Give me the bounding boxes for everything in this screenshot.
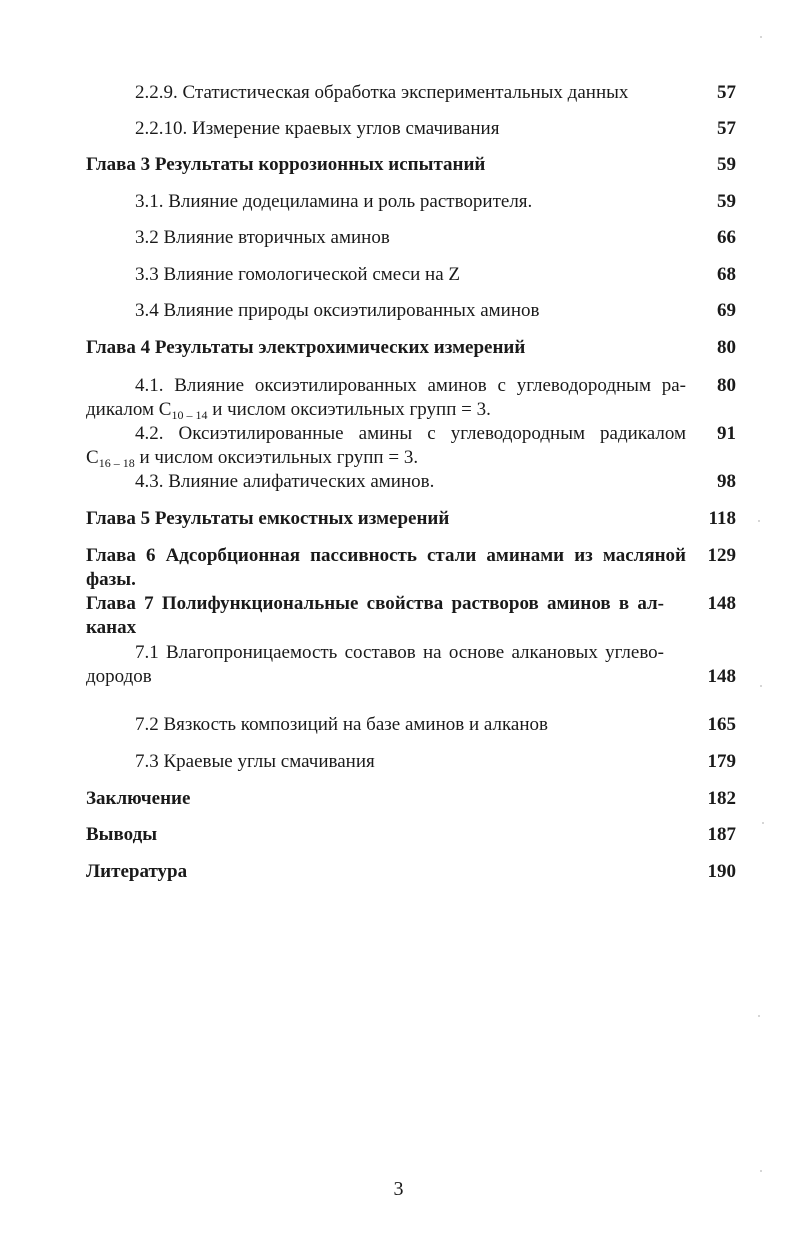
- toc-entry-page: 59: [717, 191, 736, 212]
- toc-chapter-title: Глава 4 Результаты электрохимических измерений: [86, 337, 526, 358]
- toc-entry-title-line2: дикалом $C_{10 - 14}$ и числом оксиэтильных групп = 3.: [86, 399, 491, 422]
- toc-entry-page: 118: [708, 508, 736, 529]
- toc-entry-page: 148: [707, 593, 736, 614]
- toc-entry-page: 80: [717, 337, 736, 358]
- toc-entry-page: 59: [717, 154, 736, 175]
- toc-entry-page: 57: [717, 82, 736, 103]
- scan-speck: [760, 685, 762, 687]
- toc-entry-title: 2.2.9. Статистическая обработка экспериментальных данных: [135, 82, 629, 103]
- toc-entry-page: 69: [717, 300, 736, 321]
- toc-entry-page: 129: [707, 545, 736, 566]
- toc-entry-page: 148: [707, 666, 736, 687]
- toc-chapter-title-line2: фазы.: [86, 569, 136, 590]
- toc-entry-page: 66: [717, 227, 736, 248]
- toc-chapter-title-line2: канах: [86, 617, 137, 638]
- toc-entry-title: 3.3 Влияние гомологической смеси на Z: [135, 264, 461, 285]
- toc-chapter-title: Заключение: [86, 788, 191, 809]
- toc-entry-title-line1: 4.1. Влияние оксиэтилированных аминов с углеводородным ра-: [135, 375, 686, 396]
- scan-speck: [760, 36, 762, 38]
- toc-entry-page: 182: [707, 788, 736, 809]
- toc-entry-title: 3.2 Влияние вторичных аминов: [135, 227, 390, 248]
- toc-chapter-title-line1: Глава 6 Адсорбционная пассивность стали аминами из масляной: [86, 545, 686, 566]
- toc-entry-page: 179: [707, 751, 736, 772]
- toc-entry-title: 7.3 Краевые углы смачивания: [135, 751, 375, 772]
- toc-entry-title: 2.2.10. Измерение краевых углов смачивания: [135, 118, 500, 139]
- page-number: 3: [393, 1178, 404, 1200]
- scan-speck: [758, 1015, 760, 1017]
- toc-entry-title-line2: дородов: [86, 666, 152, 687]
- toc-entry-page: 57: [717, 118, 736, 139]
- toc-entry-title-line1: 7.1 Влагопроницаемость составов на основе алкановых углево-: [135, 642, 664, 663]
- toc-entry-title: 3.4 Влияние природы оксиэтилированных аминов: [135, 300, 540, 321]
- toc-entry-title: 7.2 Вязкость композиций на базе аминов и алканов: [135, 714, 548, 735]
- toc-chapter-title: Выводы: [86, 824, 158, 845]
- toc-entry-title: 4.3. Влияние алифатических аминов.: [135, 471, 435, 492]
- scan-speck: [760, 1170, 762, 1172]
- toc-entry-page: 98: [717, 471, 736, 492]
- toc-entry-page: 80: [717, 375, 736, 396]
- toc-entry-title: 3.1. Влияние додециламина и роль растворителя.: [135, 191, 533, 212]
- toc-entry-page: 91: [717, 423, 736, 444]
- scan-speck: [758, 520, 760, 522]
- toc-chapter-title: Глава 3 Результаты коррозионных испытаний: [86, 154, 486, 175]
- scan-speck: [762, 822, 764, 824]
- toc-chapter-title: Глава 5 Результаты емкостных измерений: [86, 508, 450, 529]
- toc-entry-page: 187: [707, 824, 736, 845]
- toc-chapter-title: Литература: [86, 861, 188, 882]
- toc-entry-page: 68: [717, 264, 736, 285]
- toc-chapter-title-line1: Глава 7 Полифункциональные свойства растворов аминов в ал-: [86, 593, 664, 614]
- toc-entry-title-line2: $C_{16 - 18}$ и числом оксиэтильных групп = 3.: [86, 447, 419, 470]
- toc-entry-page: 165: [707, 714, 736, 735]
- toc-entry-title-line1: 4.2. Оксиэтилированные амины с углеводородным радикалом: [135, 423, 686, 444]
- toc-entry-page: 190: [707, 861, 736, 882]
